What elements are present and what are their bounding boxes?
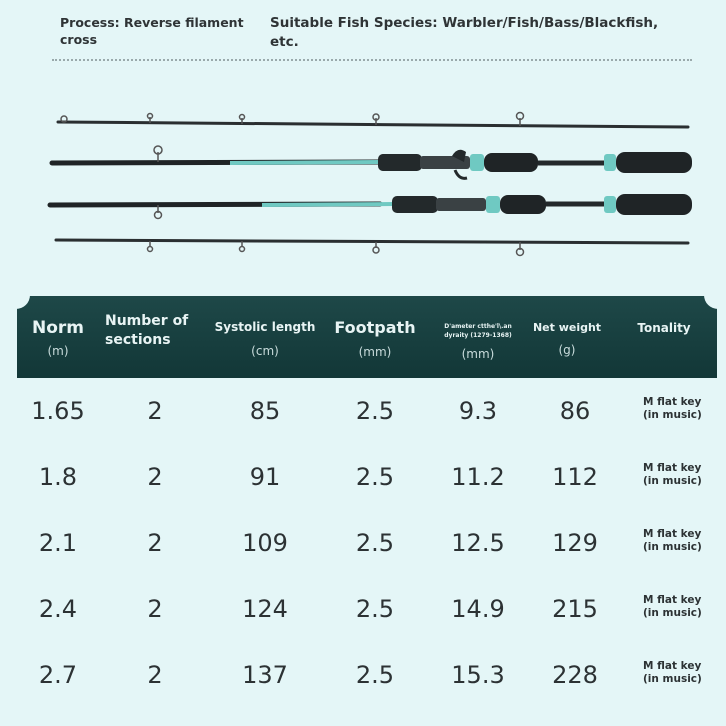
rod-butt-section-1 [52,146,692,178]
cell-length: 109 [242,529,288,557]
cell-length: 124 [242,595,288,623]
cell-diameter: 15.3 [451,661,505,689]
cell-sections: 2 [147,463,163,491]
cell-sections: 2 [147,661,163,689]
cell-sections: 2 [147,595,163,623]
rod-tip-section-1 [58,113,688,128]
cell-weight: 86 [559,397,591,425]
cell-norm: 2.1 [38,529,78,557]
cell-weight: 129 [552,529,598,557]
cell-diameter: 12.5 [451,529,505,557]
rod-tip-section-2 [56,240,688,256]
spec-table-header [17,296,717,378]
table-row [17,510,717,576]
header-tonality: Tonality [637,321,691,335]
cell-norm: 2.7 [38,661,78,689]
cell-tonality: M flat key (in music) [643,660,702,685]
cell-footpath: 2.5 [355,463,395,491]
cell-tonality: M flat key (in music) [643,462,702,487]
header-diameter: D'ameter ctthe'l\.an dyraity (1279-1368) (mm) [444,323,512,361]
cell-weight: 215 [552,595,598,623]
cell-sections: 2 [147,529,163,557]
cell-footpath: 2.5 [355,661,395,689]
table-row [17,642,717,708]
cell-footpath: 2.5 [355,595,395,623]
header-footpath: Footpath (mm) [334,318,416,359]
cell-weight: 228 [552,661,598,689]
dotted-divider [52,59,692,61]
fishing-rod-image [0,90,726,270]
cell-diameter: 11.2 [451,463,505,491]
process-spec: Process: Reverse filament cross [60,15,244,47]
cell-tonality: M flat key (in music) [643,396,702,421]
cell-norm: 1.8 [38,463,78,491]
cell-tonality: M flat key (in music) [643,594,702,619]
cell-tonality: M flat key (in music) [643,528,702,553]
specs-header [0,0,726,62]
header-norm: Norm (m) [31,318,84,358]
species-spec: Suitable Fish Species: Warbler/Fish/Bass/Blackfish, etc. [270,15,659,50]
cell-footpath: 2.5 [355,529,395,557]
cell-sections: 2 [147,397,163,425]
cell-weight: 112 [552,463,598,491]
cell-norm: 1.65 [31,397,85,425]
header-length: Systolic length (cm) [214,320,316,358]
rod-butt-section-2 [50,194,692,219]
cell-footpath: 2.5 [355,397,395,425]
table-row [17,444,717,510]
cell-norm: 2.4 [38,595,78,623]
cell-length: 85 [249,397,281,425]
cell-diameter: 14.9 [451,595,505,623]
cell-diameter: 9.3 [458,397,498,425]
table-row [17,576,717,642]
header-weight: Net weight (g) [532,321,602,357]
table-row [17,378,717,444]
cell-length: 91 [249,463,281,491]
cell-length: 137 [242,661,288,689]
header-sections: Number of sections [105,313,189,348]
